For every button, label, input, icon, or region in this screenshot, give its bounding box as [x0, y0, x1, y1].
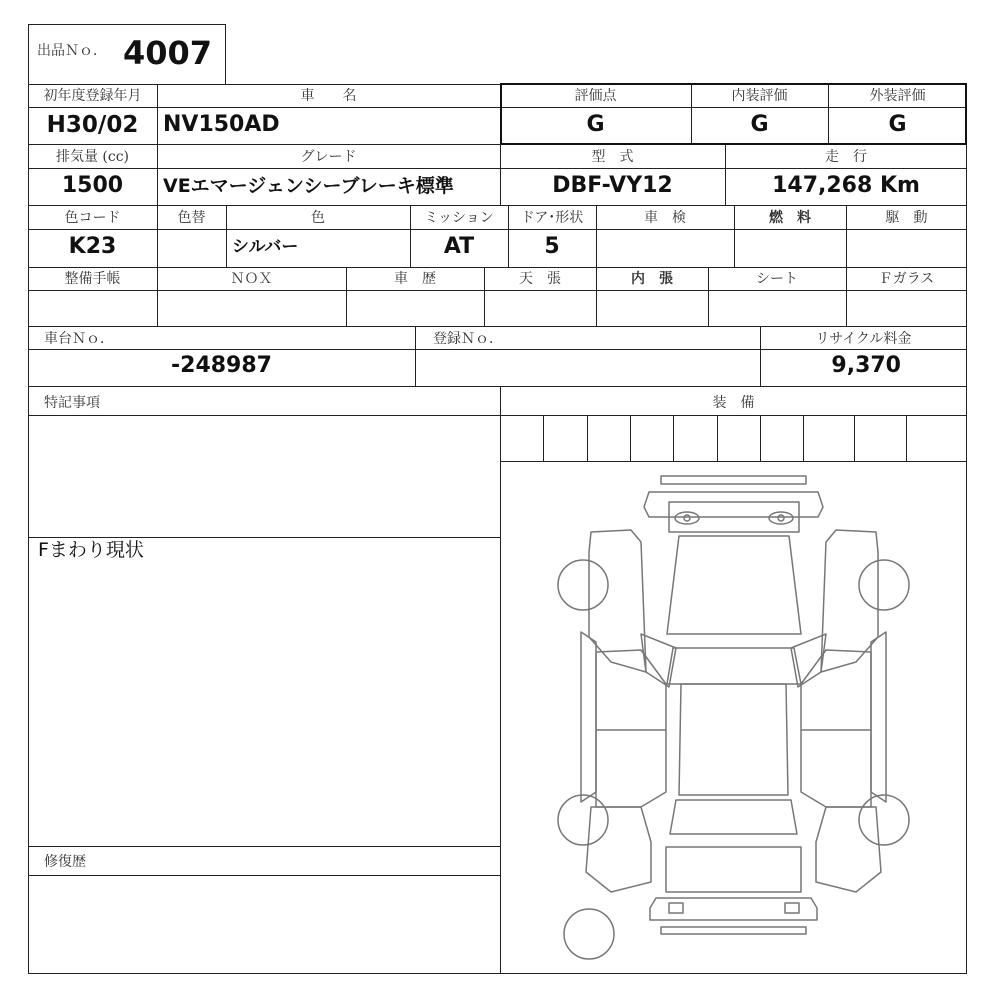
grade-value: VEエマージェンシーブレーキ標準	[163, 175, 454, 197]
recycle-label: リサイクル料金	[815, 331, 912, 347]
lot-label: 出品Ｎｏ．	[37, 43, 107, 59]
maintenance-label: 整備手帳	[64, 271, 121, 287]
displacement-value: 1500	[61, 173, 124, 198]
inspection-label: 車 検	[644, 210, 686, 226]
nox-label: ＮＯＸ	[230, 271, 273, 287]
fuel-label: 燃 料	[769, 210, 811, 226]
interior-label: 内装評価	[731, 88, 788, 104]
drive-label: 駆 動	[885, 210, 928, 226]
interior-value: G	[750, 112, 769, 137]
reg-no-label: 登録Ｎｏ．	[433, 331, 503, 347]
fglass-label: Ｆガラス	[878, 271, 935, 287]
car-name-value: NV150AD	[163, 112, 280, 137]
score-value: G	[586, 112, 605, 137]
seat-label: シート	[756, 271, 798, 287]
lot-number: 4007	[123, 34, 213, 72]
chassis-value: -248987	[171, 353, 272, 378]
front-condition-note: Fまわり現状	[38, 539, 144, 561]
door-value: 5	[544, 234, 560, 259]
repair-history-label: 修復歴	[44, 854, 86, 870]
exterior-label: 外装評価	[869, 88, 926, 104]
color-change-label: 色替	[177, 210, 206, 226]
first-reg-label: 初年度登録年月	[43, 88, 142, 104]
history-label: 車 歴	[394, 271, 436, 287]
vehicle-diagram	[501, 462, 966, 973]
door-label: ドア･形状	[520, 210, 584, 226]
model-value: DBF-VY12	[552, 173, 673, 198]
interior-trim-label: 内 張	[631, 271, 673, 287]
mileage-value: 147,268 Km	[772, 173, 920, 198]
displacement-label: 排気量 (cc)	[55, 149, 130, 165]
color-label: 色	[311, 210, 325, 226]
grade-label: グレード	[300, 149, 357, 165]
color-code-label: 色コード	[64, 210, 121, 226]
equipment-label: 装 備	[712, 395, 755, 411]
roof-label: 天 張	[519, 271, 561, 287]
car-name-label: 車 名	[300, 88, 357, 104]
chassis-label: 車台Ｎｏ．	[44, 331, 114, 347]
mileage-label: 走 行	[825, 149, 867, 165]
model-label: 型 式	[591, 149, 634, 165]
score-label: 評価点	[574, 88, 617, 104]
mission-label: ミッション	[424, 210, 494, 226]
color-code-value: K23	[68, 234, 117, 259]
recycle-value: 9,370	[831, 353, 901, 378]
color-value: シルバー	[232, 237, 299, 257]
special-notes-label: 特記事項	[44, 395, 100, 411]
lot-box	[28, 24, 226, 85]
first-reg-value: H30/02	[46, 112, 139, 138]
mission-value: AT	[443, 234, 475, 259]
exterior-value: G	[888, 112, 907, 137]
